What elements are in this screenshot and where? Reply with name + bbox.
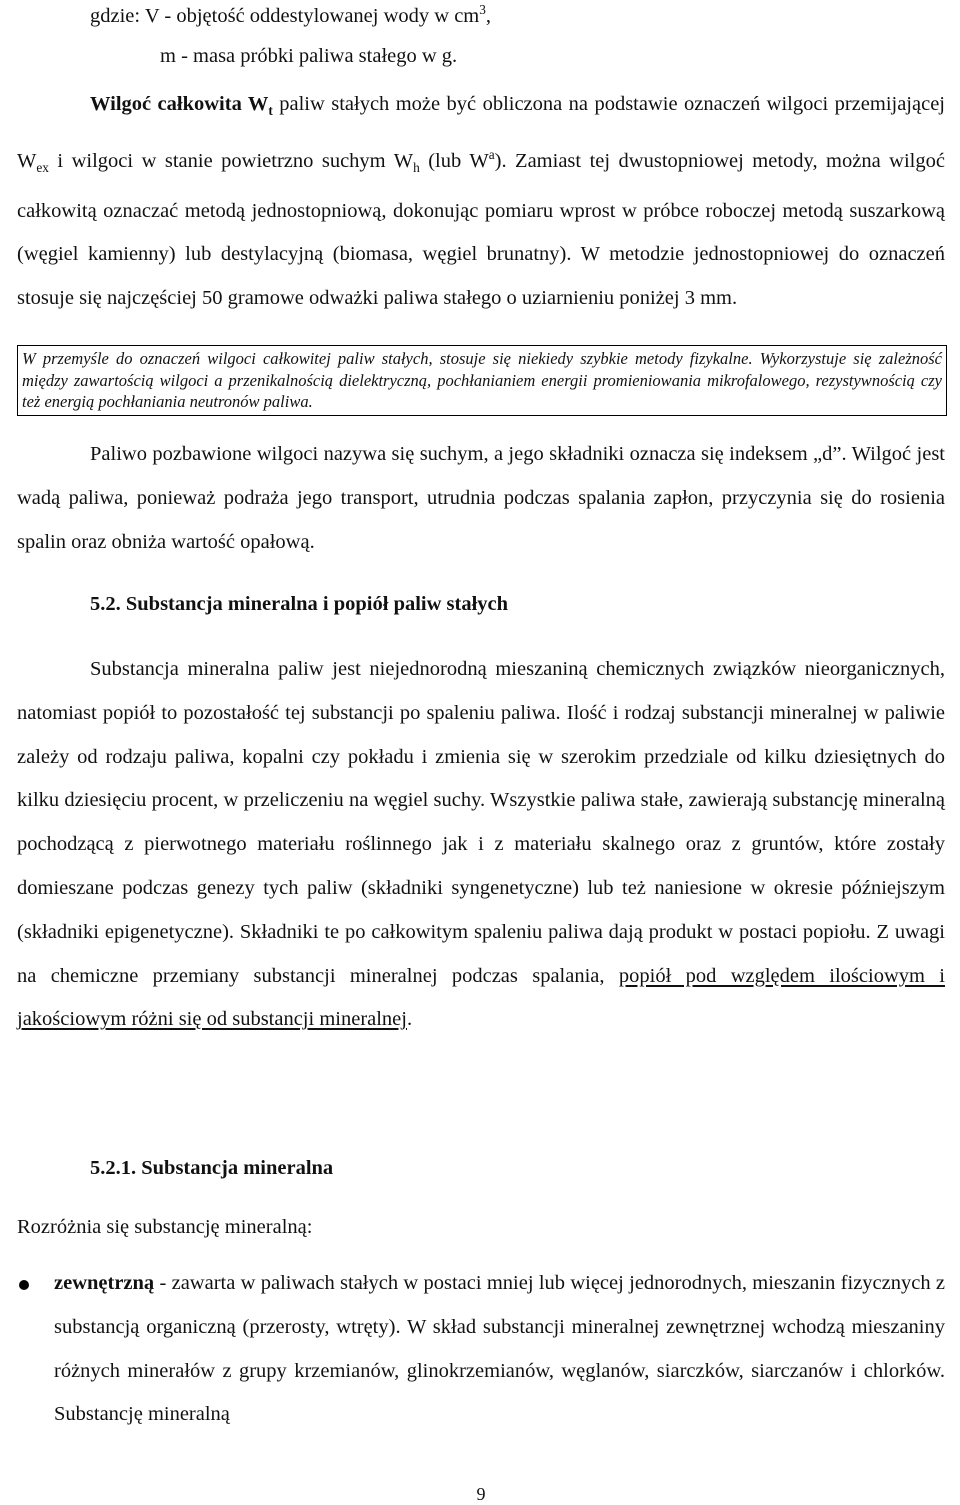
paragraph-mineral-substance — [17, 648, 945, 1042]
list-item — [17, 1262, 945, 1437]
boxed-note — [17, 345, 947, 416]
legend-v-end: , — [485, 4, 492, 27]
formula-legend-v — [90, 2, 491, 28]
list-item-text — [54, 1262, 945, 1437]
intro-line: Rozróżnia się substancję mineralną: — [17, 1216, 313, 1238]
legend-v-sup: 3 — [479, 2, 486, 17]
section-heading-5-2-1: 5.2.1. Substancja mineralna — [90, 1157, 334, 1179]
section-heading-5-2: 5.2. Substancja mineralna i popiół paliw stałych — [90, 593, 509, 615]
para1-text-2: i wilgoci w stanie powietrzno suchym W — [48, 149, 414, 172]
para1-text-3: (lub W — [419, 149, 489, 172]
sub-ex: ex — [36, 159, 49, 175]
para3-end: . — [406, 1008, 413, 1031]
sup-a: a — [488, 146, 495, 162]
formula-legend-m: m - masa próbki paliwa stałego w g. — [160, 45, 458, 67]
sub-h: h — [413, 159, 420, 175]
bullet-icon — [19, 1280, 29, 1290]
note-text: W przemyśle do oznaczeń wilgoci całkowitej paliw stałych, stosuje się niekiedy szybkie metody fizykalne. Wykorzystuje się zależność między zawartością wilgoci a przenikalnością dielektryczną, pochłanianiem energii promieniowania mikrofalowego, rezystywnością czy też energią pochłaniania neutronów paliwa. — [22, 349, 942, 412]
para3-text: Substancja mineralna paliw jest niejednorodną mieszaniną chemicznych związków nieorganicznych, natomiast popiół to pozostałość tej substancji po spaleniu paliwa. Ilość i rodzaj substancji mineralnej w paliwie zależy od rodzaju paliwa, kopalni czy pokładu i zmienia się w szerokim przedziale od kilku dziesiętnych do kilku dziesięciu procent, w przeliczeniu na węgiel suchy. Wszystkie paliwa stałe, zawierają substancję mineralną pochodzącą z pierwotnego materiału roślinnego jak i z materiału skalnego oraz z gruntów, które zostały domieszane podczas genezy tych paliw (składniki syngenetyczne) lub też naniesione w okresie późniejszym (składniki epigenetyczne). Składniki te po całkowitym spaleniu paliwa dają produkt w postaci popiołu. Z uwagi na chemiczne przemiany substancji mineralnej podczas spalania, — [17, 658, 945, 987]
para1-text-4: ). Zamiast tej dwustopniowej metody, można wilgoć całkowitą oznaczać metodą jednostopniową, dokonując pomiaru wprost w próbce roboczej metodą suszarkową (węgiel kamienny) lub destylacyjną (biomasa, węgiel brunatny). W metodzie jednostopniowej do oznaczeń stosuje się najczęściej 50 gramowe odważki paliwa stałego o uziarnieniu poniżej 3 mm. — [17, 149, 945, 310]
para3-underlined: popiół pod względem ilościowym i jakościowym różni się od substancji mineralnej — [17, 964, 945, 1031]
page-number: 9 — [476, 1484, 486, 1504]
paragraph-total-moisture — [17, 83, 945, 321]
para1-text-1: paliw stałych może być obliczona na podstawie oznaczeń wilgoci przemijającej W — [17, 93, 945, 172]
term-sub-t: t — [268, 103, 273, 119]
list-item-body: - zawarta w paliwach stałych w postaci mniej lub więcej jednorodnych, mieszanin fizycznych z substancją organiczną (przerosty, wtręty). W skład substancji mineralnej zewnętrznej wchodzą mieszaniny różnych minerałów z grupy krzemianów, glinokrzemianów, węglanów, siarczków, siarczanów i chlorków. Substancję mineralną — [54, 1272, 945, 1426]
paragraph-dry-fuel: Paliwo pozbawione wilgoci nazywa się suchym, a jego składniki oznacza się indeksem „d”. Wilgoć jest wadą paliwa, ponieważ podraża jego transport, utrudnia podczas spalania zapłon, przyczynia się do rosienia spalin oraz obniża wartość opałową. — [17, 443, 945, 553]
legend-v-text: gdzie: V - objętość oddestylowanej wody w cm — [90, 4, 480, 27]
list-item-term: zewnętrzną — [54, 1272, 155, 1294]
term-total-moisture: Wilgoć całkowita W — [90, 93, 269, 115]
